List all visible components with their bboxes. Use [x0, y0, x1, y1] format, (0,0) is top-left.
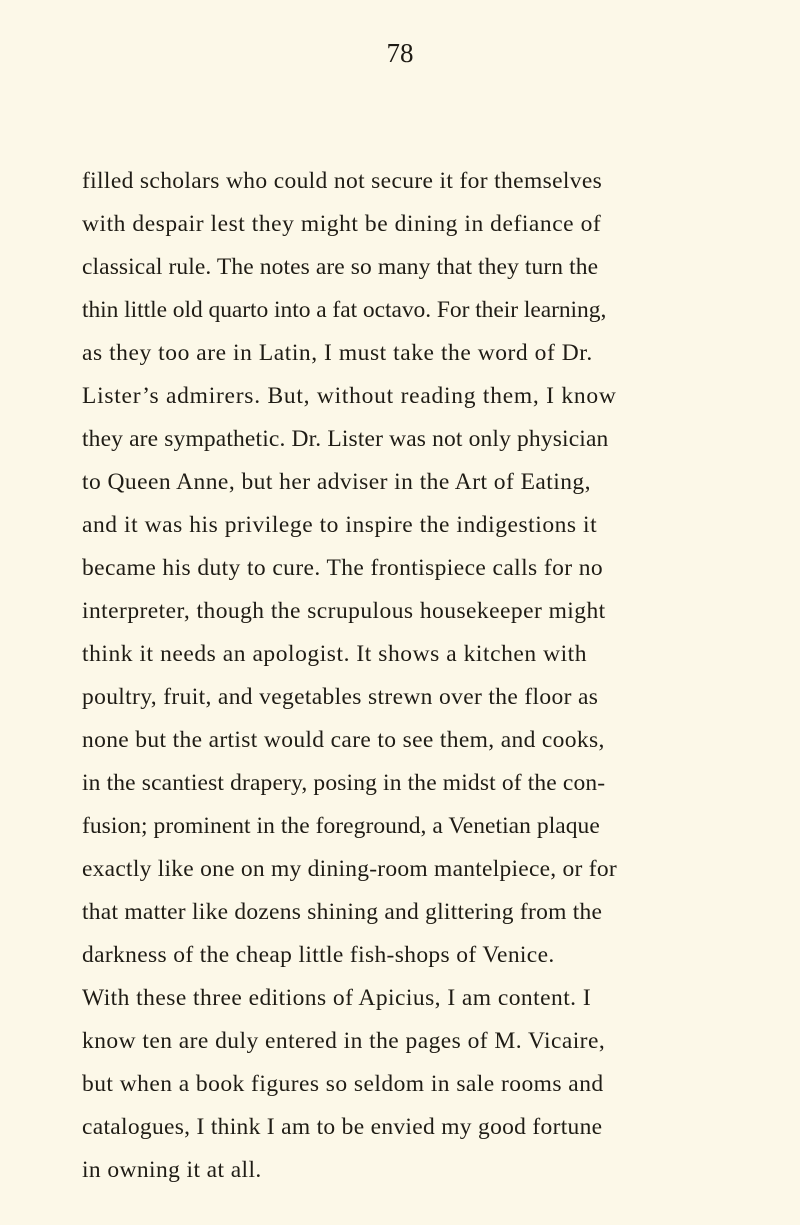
text-line: with despair lest they might be dining in defiance of — [82, 211, 602, 237]
text-line: filled scholars who could not secure it for themselves — [82, 168, 603, 194]
page-number: 78 — [386, 38, 414, 68]
text-line: that matter like dozens shining and glittering from the — [82, 899, 603, 925]
text-line: thin little old quarto into a fat octavo. For their learning, — [82, 297, 607, 323]
text-line: none but the artist would care to see them, and cooks, — [82, 727, 605, 753]
text-line: know ten are duly entered in the pages of M. Vicaire, — [82, 1028, 606, 1054]
text-line: interpreter, though the scrupulous housekeeper might — [82, 598, 606, 624]
text-line: exactly like one on my dining-room mantelpiece, or for — [82, 856, 617, 882]
text-line: but when a book figures so seldom in sale rooms and — [82, 1071, 604, 1097]
text-line: Lister’s admirers. But, without reading them, I know — [82, 383, 617, 409]
text-line: fusion; prominent in the foreground, a Venetian plaque — [82, 813, 600, 839]
text-line: became his duty to cure. The frontispiece calls for no — [82, 555, 604, 581]
text-line: to Queen Anne, but her adviser in the Art of Eating, — [82, 469, 591, 495]
text-line: catalogues, I think I am to be envied my good fortune — [82, 1114, 603, 1140]
text-line: darkness of the cheap little fish-shops of Venice. — [82, 942, 555, 968]
text-line: classical rule. The notes are so many that they turn the — [82, 254, 599, 280]
text-line: With these three editions of Apicius, I am content. I — [82, 985, 592, 1011]
text-line: think it needs an apologist. It shows a kitchen with — [82, 641, 588, 667]
text-line: they are sympathetic. Dr. Lister was not only physician — [82, 426, 609, 452]
text-line: and it was his privilege to inspire the indigestions it — [82, 512, 598, 538]
text-line: poultry, fruit, and vegetables strewn over the floor as — [82, 684, 599, 710]
text-line: in owning it at all. — [82, 1157, 262, 1183]
text-line: in the scantiest drapery, posing in the midst of the con- — [82, 770, 606, 796]
text-line: as they too are in Latin, I must take the word of Dr. — [82, 340, 593, 366]
